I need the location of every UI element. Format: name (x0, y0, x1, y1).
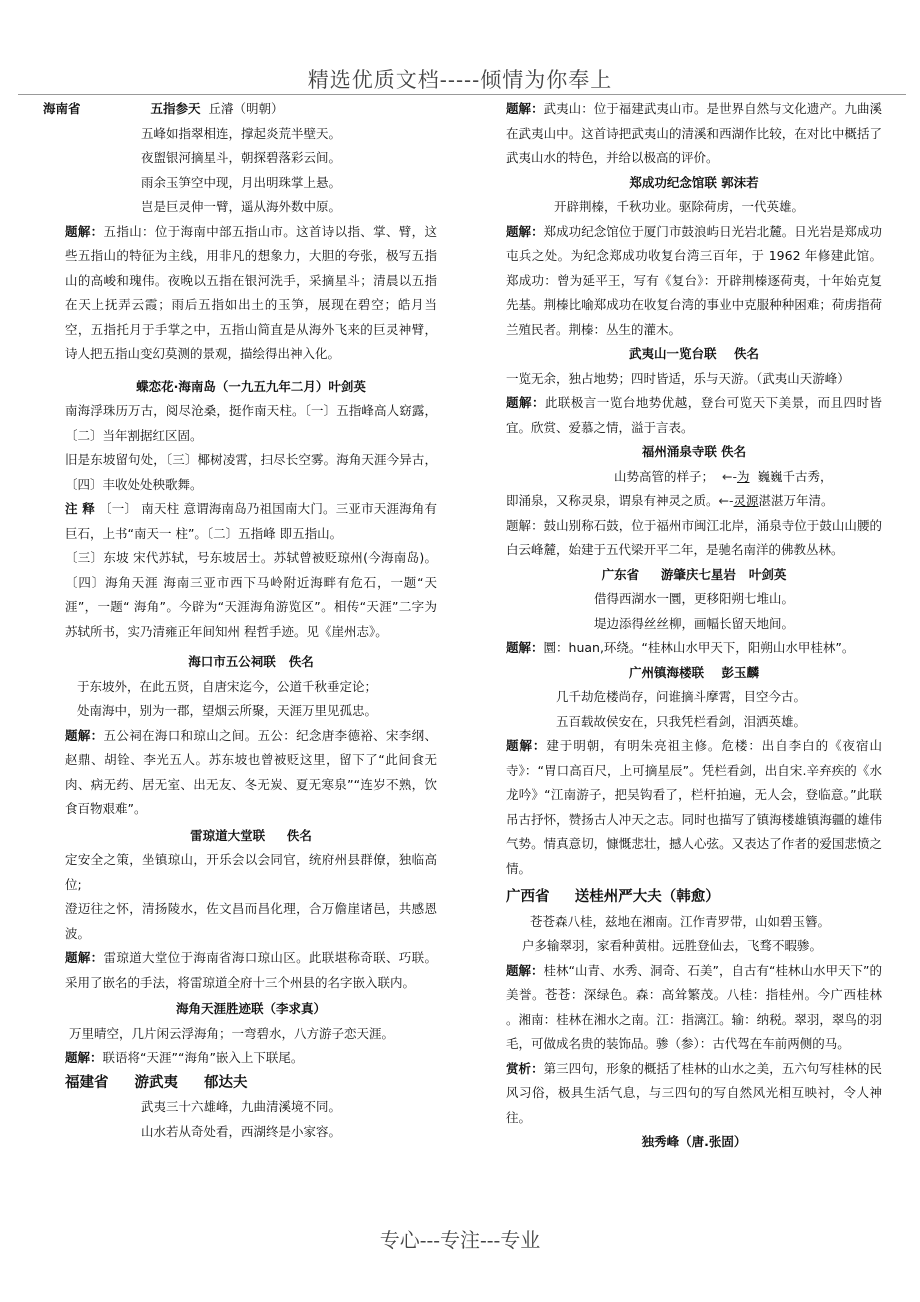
wugong-title: 海口市五公祠联 (188, 654, 276, 669)
couplet-line: 万里晴空，几片闲云浮海角；一弯碧水，八方游子恋天涯。 (69, 1025, 395, 1041)
note-label: 题解： (65, 1050, 103, 1065)
yongquan-line-2 (506, 489, 882, 514)
zhenhai-heading (506, 661, 882, 686)
couplet-line: 五百载故侯安在，只我凭栏看剑，泪洒英雄。 (556, 713, 807, 729)
yilan-heading (506, 342, 882, 367)
poem-line: 夜盥银河摘星斗，朝探碧落彩云间。 (141, 150, 342, 165)
couplet-line: 一览无余，独占地势；四时皆适，乐与天游。（武夷山天游峰） (506, 370, 850, 386)
arrow-left-icon: ← (718, 493, 729, 508)
gloss-word: 为 (736, 468, 750, 484)
leiqiong-title: 雷琼道大堂联 (190, 827, 266, 843)
appreciation-text: 第三四句，形象的概括了桂林的山水之美，五六句写桂林的民风习俗，极具生活气息，与三四句的写自然风光相互映衬，令人神往。 (506, 1060, 882, 1125)
poem-line: 五峰如指翠相连，撑起炎荒半壁天。 (141, 125, 342, 141)
poem-line: 雨余玉笋空中现，月出明珠掌上悬。 (141, 174, 342, 190)
note-text: 桂林“山青、水秀、洞奇、石美”，自古有“桂林山水甲天下”的美誉。苍苍：深绿色。森：高耸繁茂。八桂：指桂州。今广西桂林 。湘南：桂林在湘水之南。江：指漓江。输：纳税。翠羽，翠鸟的羽毛，可做成名贵的装饰品。骖（参）：古代驾在车前两侧的马。 (506, 962, 882, 1051)
couplet-line: 于东坡外，在此五贤，自唐宋迄今，公道千秋垂定论； (77, 678, 378, 694)
note-label: 题解： (506, 517, 544, 533)
dielian-title: 蝶恋花·海南岛（一九五九年二月）叶剑英 (136, 378, 366, 394)
wugong-note (65, 724, 437, 822)
dielian-text-1: 南海浮珠历万古，阅尽沧桑，挺作南天柱。〔一〕五指峰高人窈露，〔二〕当年割据红区固。 (65, 403, 437, 443)
note-label: 题解： (506, 640, 544, 655)
yilan-author: 佚名 (733, 346, 759, 361)
leiqiong-heading (65, 824, 437, 849)
wuyi-note (506, 97, 882, 171)
note-text: 此联极言一览台地势优越，登台可览天下美景，而且四时皆宜。欣赏、爱慕之情，溢于言表。 (506, 395, 882, 435)
poem-line: 岂是巨灵伸一臂，遥从海外数中原。 (141, 199, 342, 214)
dash-line: - (729, 493, 734, 508)
appreciation-label: 赏析： (506, 1060, 544, 1076)
poem-title: 五指参天 (150, 101, 201, 116)
poem-line: 户多输翠羽，家看种黄柑。远胜登仙去，飞骛不暇骖。 (522, 938, 823, 953)
poem-title: 游肇庆七星岩 (660, 566, 736, 582)
page-header: 精选优质文档-----倾情为你奉上 (307, 68, 613, 92)
poem-line: 武夷三十六雄峰，九曲清溪境不同。 (141, 1099, 342, 1114)
leiqiong-author: 佚名 (286, 827, 312, 843)
poem-line: 堤边添得丝丝柳，画幅长留天地间。 (594, 615, 795, 631)
tianya-title: 海角天涯胜迹联（李求真） (175, 1001, 326, 1016)
guilin-heading (506, 885, 882, 910)
dielian-note-2: 〔三〕东坡 宋代苏轼，号东坡居士。苏轼曾被贬琼州(今海南岛)。〔四〕海角天涯 海南三亚市西下马岭附近海畔有危石，一题“天涯”，一题“ 海角”。今辟为“天涯海角游览区”。相传“天涯”二字为苏轼所书，实乃清雍正年间知州 程哲手迹。见《崖州志》。 (65, 550, 437, 639)
zheng-note (506, 220, 882, 343)
note-text: 五指山：位于海南中部五指山市。这首诗以指、掌、臂，这些五指山的特征为主线，用非凡的想象力，大胆的夸张，极写五指山的高峻和瑰伟。夜晚以五指在银河洗手，采摘星斗；清晨以五指在天上抚弄云霞；雨后五指如出土的玉笋，展现在碧空；皓月当空，五指托月于手掌之中，五指山简直是从海外飞来的巨灵神臂，诗人把五指山变幻莫测的景观，描绘得出神入化。 (65, 223, 437, 361)
gloss-text: 山势高管的样子； (614, 468, 715, 484)
wugong-author: 佚名 (288, 654, 314, 669)
gloss-word: 灵源 (733, 493, 759, 508)
tianya-note (65, 1046, 437, 1071)
leiqiong-note (65, 946, 437, 995)
couplet-line: 处南海中，别为一郡，望烟云所聚，天涯万里见孤忠。 (77, 703, 378, 718)
note-label: 题解： (506, 738, 547, 753)
right-column (506, 97, 882, 1155)
note-text: 郑成功纪念馆位于厦门市鼓浪屿日光岩北麓。日光岩是郑成功屯兵之处。为纪念郑成功收复台湾三百年，于 1962 年修建此馆。郑成功：曾为延平王，写有《复台》：开辟荆榛逐荷夷，十年始克复先基。荆榛比喻郑成功在收复台湾的事业中克服种种困难；荷虏指荷兰殖民者。荆榛：丛生的灌木。 (506, 223, 882, 337)
gloss-text: 即涌泉，又称灵泉，谓泉有神灵之质。 (506, 493, 719, 508)
yongquan-line-1 (506, 465, 882, 490)
wuyi-heading (65, 1071, 437, 1096)
couplet-line: 开辟荆榛，千秋功业。驱除荷虏，一代英雄。 (554, 199, 805, 214)
zhenhai-title: 广州镇海楼联 (629, 664, 705, 680)
note-text: 〔一〕 南天柱 意谓海南岛乃祖国南大门。三亚市天涯海角有巨石，上书“南天一 柱”。〔二〕五指峰 即五指山。 (65, 501, 437, 541)
note-label: 题解： (65, 950, 104, 965)
wuzhi-heading (43, 97, 437, 122)
note-label: 注 释 (65, 501, 95, 516)
province-guangxi: 广西省 (506, 889, 550, 905)
note-text: 圜：huan,环绕。“桂林山水甲天下，阳朔山水甲桂林”。 (543, 640, 855, 655)
wuzhi-note (65, 220, 437, 367)
note-label: 题解： (506, 101, 544, 116)
qixing-note (506, 636, 882, 661)
note-label: 题解： (506, 962, 544, 978)
poem-author: 郁达夫 (204, 1074, 248, 1091)
qixing-heading (506, 563, 882, 588)
arrow-left-icon: ← (721, 468, 733, 484)
page-footer: 专心---专注---专业 (379, 1228, 541, 1252)
yongquan-note (506, 514, 882, 563)
couplet-line: 湛湛万年清。 (758, 493, 834, 508)
note-text: 武夷山：位于福建武夷山市。是世界自然与文化遗产。九曲溪在武夷山中。这首诗把武夷山的清溪和西湖作比较，在对比中概括了武夷山水的特色，并给以极高的评价。 (506, 101, 882, 165)
province-hainan: 海南省 (43, 101, 81, 116)
note-text: 鼓山别称石鼓，位于福州市闽江北岸，涌泉寺位于鼓山山腰的白云峰麓，始建于五代梁开平二年，是驰名南洋的佛教丛林。 (506, 517, 882, 557)
couplet-line: 定安全之策，坐镇琼山，开乐会以会同官，统府州县群僚，独临高位; (65, 852, 437, 892)
note-text: 五公祠在海口和琼山之间。五公：纪念唐李德裕、宋李纲、赵鼎、胡铨、李光五人。苏东坡也曾被贬这里，留下了“此间食无肉、病无药、居无室、出无友、冬无炭、夏无寒泉”“连岁不熟，饮食百物艰难”。 (65, 727, 437, 816)
wugong-heading (65, 650, 437, 675)
header-divider (18, 94, 906, 95)
couplet-line: 澄迈往之怀，清扬陵水，佐文昌而昌化理，合万儋崖诸邑，共感恩波。 (65, 901, 437, 941)
province-guangdong: 广东省 (601, 566, 640, 582)
left-column (43, 97, 437, 1144)
note-label: 题解： (506, 223, 544, 239)
yilan-title: 武夷山一览台联 (629, 346, 717, 361)
note-label: 题解： (506, 395, 545, 410)
dash-line: - (732, 468, 737, 484)
poem-line: 山水若从奇处看，西湖终是小家容。 (141, 1123, 342, 1139)
couplet-line: 几千劫危楼尚存，问谁摘斗摩霄，目空今古。 (556, 689, 807, 704)
poem-line: 借得西湖水一圜，更移阳朔七堆山。 (594, 591, 795, 606)
yongquan-title: 福州涌泉寺联 佚名 (641, 444, 747, 459)
poem-author: 丘濬（明朝） (208, 101, 284, 116)
zheng-title: 郑成功纪念馆联 郭沫若 (629, 174, 759, 190)
dielian-note (65, 497, 437, 546)
poem-title: 送桂州严大夫（韩愈） (574, 889, 720, 905)
yilan-note (506, 391, 882, 440)
note-text: 建于明朝，有明朱亮祖主修。危楼：出自李白的《夜宿山寺》：“胃口高百尺，上可摘星辰”。凭栏看剑，出自宋.辛弃疾的《水龙吟》“江南游子，把吴钩看了，栏杆拍遍，无人会，登临意。”此联吊古抒怀，赞扬古人冲天之志。同时也描写了镇海楼雄镇海疆的雄伟气势。情真意切，慷慨悲壮，撼人心弦。又表达了作者的爱国悲愤之情。 (506, 738, 882, 876)
zhenhai-note (506, 734, 882, 881)
poem-author: 叶剑英 (748, 566, 787, 582)
note-label: 题解： (65, 727, 104, 743)
zhenhai-author: 彭玉麟 (721, 664, 759, 680)
note-text: 雷琼道大堂位于海南省海口琼山区。此联堪称奇联、巧联。采用了嵌名的手法，将雷琼道全府十三个州县的名字嵌入联内。 (65, 950, 437, 990)
guilin-appreciation (506, 1057, 882, 1131)
couplet-line: 巍巍千古秀， (757, 468, 833, 484)
dielian-text-2: 旧是东坡留句处，〔三〕椰树凌霄，扫尽长空雾。海角天涯今异古，〔四〕丰收处处秧歌舞。 (65, 452, 437, 492)
note-label: 题解： (65, 223, 104, 239)
poem-line: 苍苍森八桂，兹地在湘南。江作青罗带，山如碧玉簪。 (530, 913, 831, 929)
poem-title: 游武夷 (134, 1074, 178, 1091)
note-text: 联语将“天涯”“海角”嵌入上下联尾。 (102, 1050, 304, 1065)
duxiu-title: 独秀峰（唐.张固） (641, 1134, 747, 1149)
province-fujian: 福建省 (65, 1074, 109, 1091)
guilin-note (506, 959, 882, 1057)
